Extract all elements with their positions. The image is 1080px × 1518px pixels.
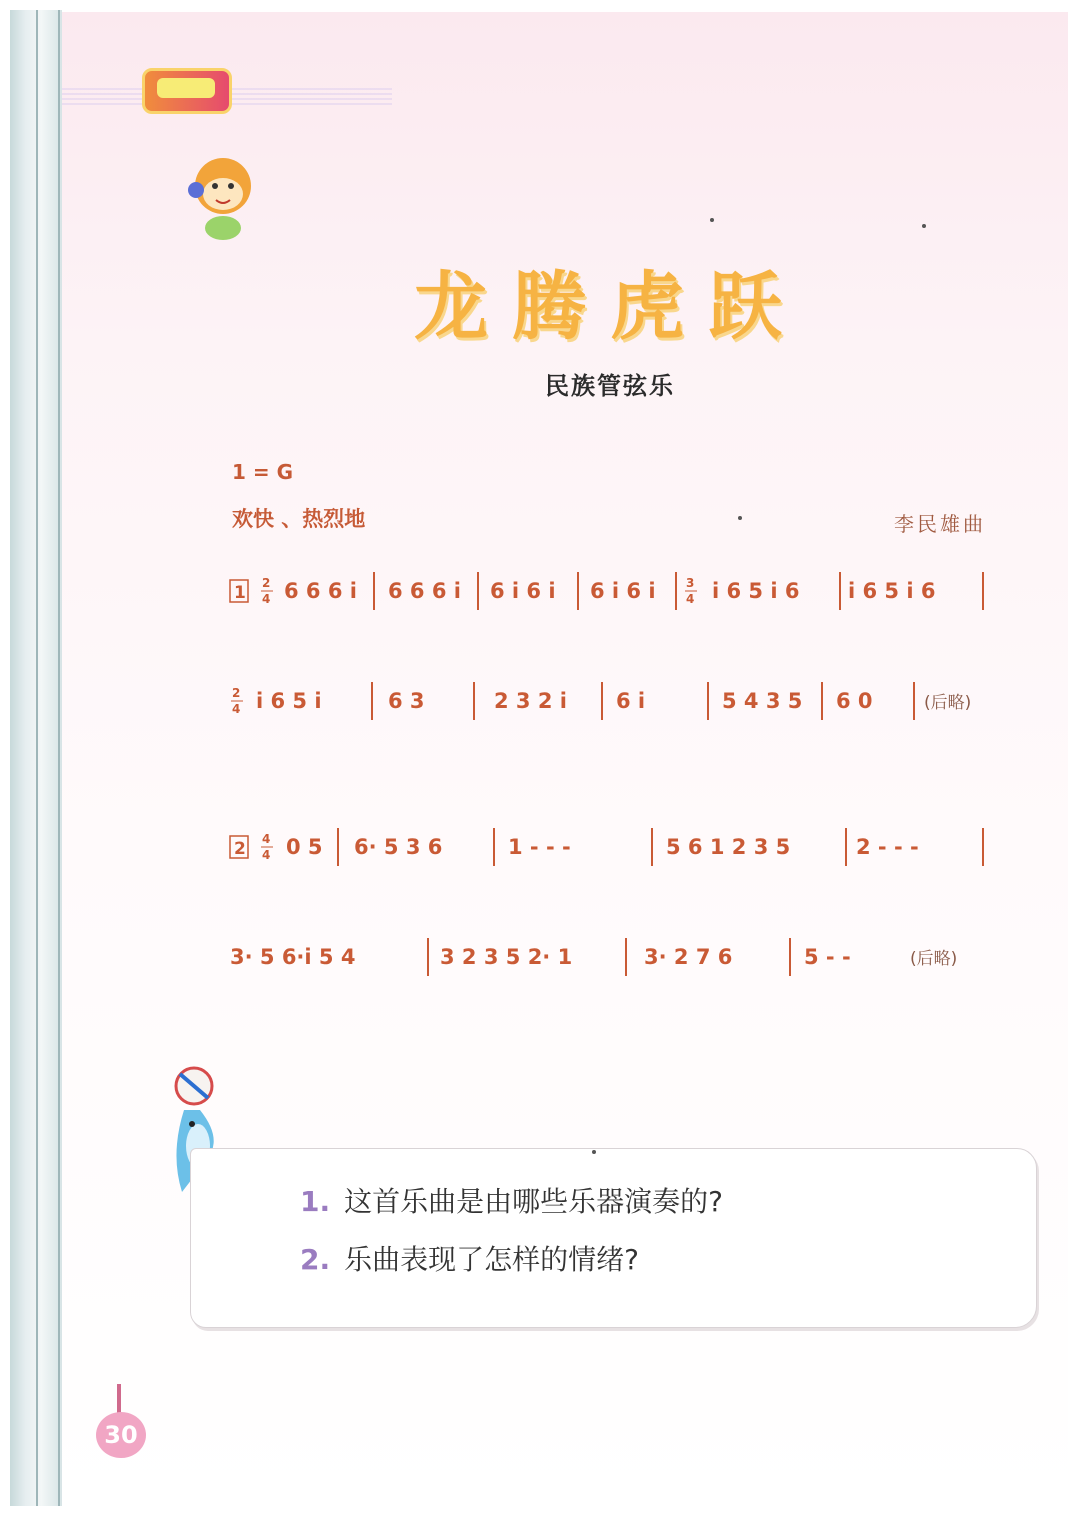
song-title: 龙腾虎跃 <box>414 264 806 350</box>
measure: 6 6 6 i <box>388 579 461 603</box>
measure: 6 i 6 i <box>490 579 556 603</box>
scan-speck <box>738 516 742 520</box>
omitted-note: (后略) <box>910 949 958 969</box>
measure: 0 5 <box>286 835 323 859</box>
page-number: 30 <box>96 1412 146 1458</box>
scan-speck <box>710 218 714 222</box>
svg-text:4: 4 <box>262 832 271 846</box>
measure: 3· 5 6·i 5 4 <box>230 945 356 969</box>
measure: i 6 5 i <box>256 689 322 713</box>
measure: 6 0 <box>836 689 873 713</box>
measure: 6 6 6 i <box>284 579 357 603</box>
measure: 2 3 2 i <box>494 689 567 713</box>
measure: 5 4 3 5 <box>722 689 803 713</box>
svg-text:3: 3 <box>686 576 695 590</box>
notation-line <box>228 570 986 625</box>
page-number-stem <box>117 1384 121 1414</box>
measure: 5 6 1 2 3 5 <box>666 835 791 859</box>
scan-speck <box>592 1150 596 1154</box>
section-marker: 2 <box>234 839 246 859</box>
song-subtitle: 民族管弦乐 <box>545 372 675 400</box>
svg-text:2: 2 <box>262 576 271 590</box>
question-item <box>300 1238 639 1278</box>
svg-text:4: 4 <box>262 848 271 862</box>
measure: i 6 5 i 6 <box>848 579 936 603</box>
question-text: 乐曲表现了怎样的情绪? <box>344 1243 639 1276</box>
measure: 2 - - - <box>856 835 919 859</box>
accordion-icon <box>142 68 232 114</box>
omitted-note: (后略) <box>924 693 972 713</box>
svg-text:4: 4 <box>686 592 695 606</box>
section-marker: 1 <box>234 583 246 603</box>
notation-line <box>228 936 986 991</box>
measure: 6 3 <box>388 689 425 713</box>
question-item <box>300 1180 723 1220</box>
measure: 6 i <box>616 689 646 713</box>
svg-text:4: 4 <box>262 592 271 606</box>
svg-text:2: 2 <box>232 686 241 700</box>
measure: 3 2 3 5 2· 1 <box>440 945 573 969</box>
question-number: 2. <box>300 1243 331 1276</box>
scan-speck <box>922 224 926 228</box>
notation-line <box>228 680 986 735</box>
measure: 3· 2 7 6 <box>644 945 733 969</box>
measure: 5 - - <box>804 945 851 969</box>
measure: 6 i 6 i <box>590 579 656 603</box>
tempo-marking: 欢快 、热烈地 <box>232 507 366 531</box>
monkey-mascot-icon <box>188 150 258 242</box>
notation-line <box>228 826 986 881</box>
spine-line <box>36 10 38 1506</box>
key-signature: 1 = G <box>232 460 294 484</box>
measure: i 6 5 i 6 <box>712 579 800 603</box>
measure: 1 - - - <box>508 835 571 859</box>
measure: 6· 5 3 6 <box>354 835 443 859</box>
svg-text:4: 4 <box>232 702 241 716</box>
spine-line <box>58 10 60 1506</box>
composer-credit: 李民雄曲 <box>894 512 986 536</box>
question-text: 这首乐曲是由哪些乐器演奏的? <box>344 1185 723 1218</box>
question-number: 1. <box>300 1185 331 1218</box>
